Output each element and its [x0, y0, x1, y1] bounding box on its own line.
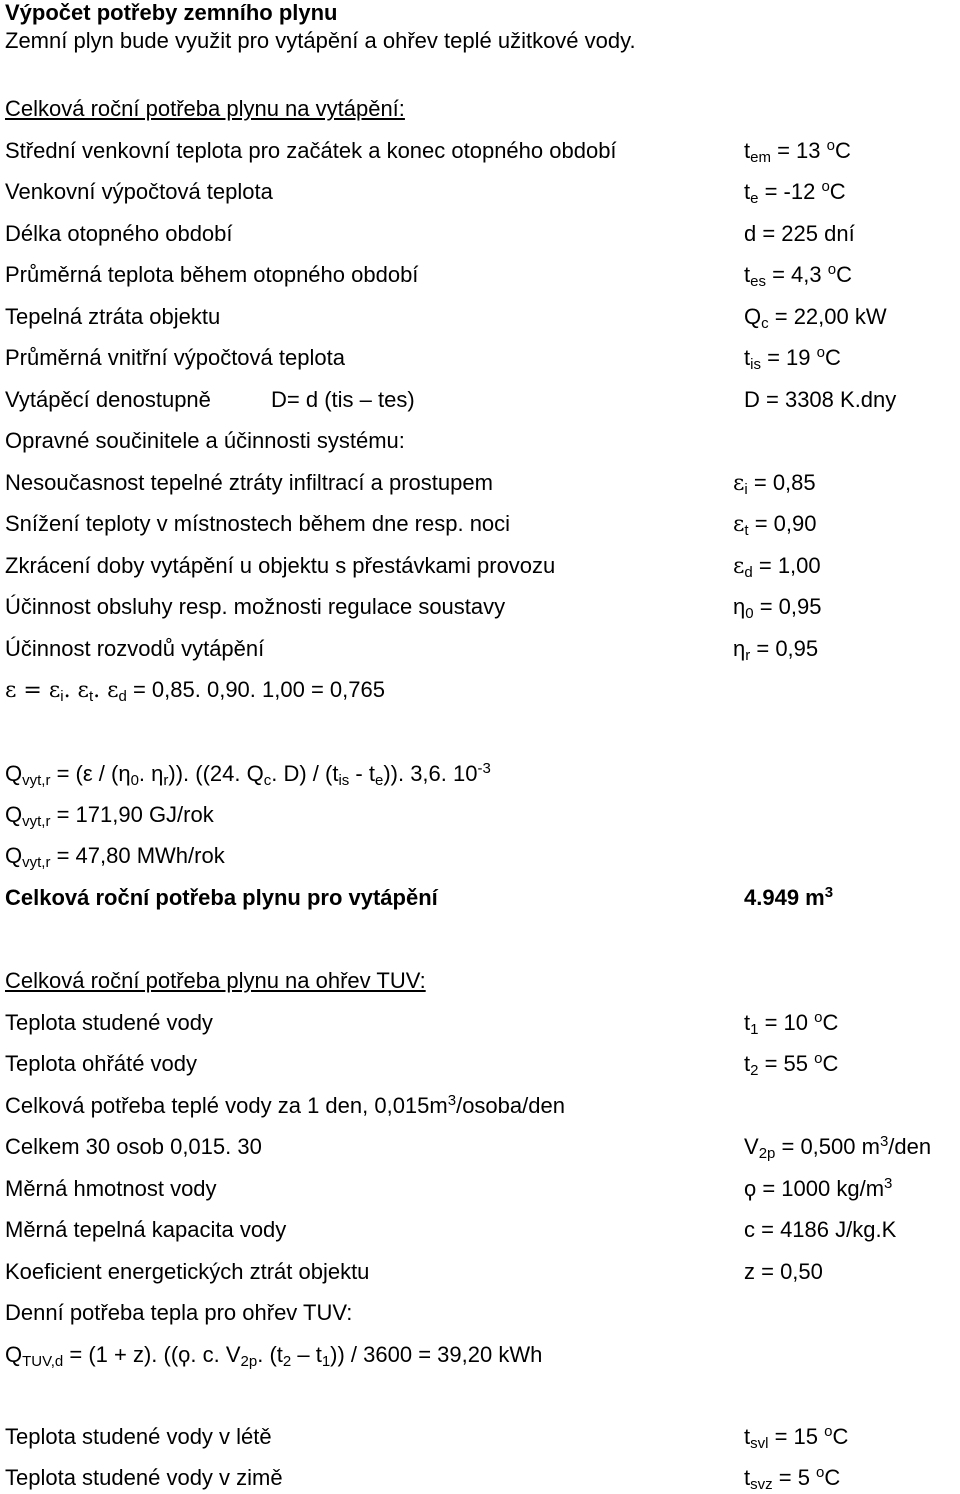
heating-row-label: Délka otopného období — [5, 221, 233, 246]
coef-value: $\varepsilon_i = 0,85$ — [733, 470, 816, 498]
heating-row-label: Venkovní výpočtová teplota — [5, 179, 273, 204]
tuv-winter-label: Teplota studené vody v zimě — [5, 1465, 283, 1490]
tuv-q-formula: $Q_{TUV,d} = (1 + z)$. ((ϙ. c. $V_{2p}$. $(t_2 - t_1)) / 3600 = 39,20$ kWh — [5, 1342, 543, 1370]
tuv-summer-value: $t_{svl} = 15$ $^o$C — [744, 1423, 849, 1452]
degree-days-value: D = 3308 K.dny — [744, 387, 897, 412]
heating-total-label: Celková roční potřeba plynu pro vytápění — [5, 885, 438, 910]
tuv-daily-heading: Denní potřeba tepla pro ohřev TUV: — [5, 1300, 353, 1325]
tuv-need: Celková potřeba teplé vody za 1 den, $0,015m^3/osoba$/den — [5, 1092, 565, 1118]
tuv-loss-label: Koeficient energetických ztrát objektu — [5, 1259, 370, 1284]
coef-label: Účinnost obsluhy resp. možnosti regulace soustavy — [5, 594, 506, 619]
eps-total: $\varepsilon = \varepsilon_i$. $\varepsilon_t$. $\varepsilon_d = 0,85$. 0,90. 1,00 = 0,765 — [5, 677, 385, 705]
tuv-capacity-label: Měrná tepelná kapacita vody — [5, 1217, 287, 1242]
heating-row-label: Průměrná vnitřní výpočtová teplota — [5, 345, 345, 370]
heating-total-value: 4.949 $m^3$ — [744, 884, 834, 910]
heating-row-value: $t_e = -12$ $^o$C — [744, 178, 846, 207]
tuv-density-value: ϙ = 1000 $kg/m^3$ — [744, 1175, 893, 1201]
tuv-cold-value: $t_1 = 10$ $^o$C — [744, 1009, 839, 1038]
tuv-summer-label: Teplota studené vody v létě — [5, 1424, 272, 1449]
tuv-capacity-value: c = 4186 J/kg.K — [744, 1217, 897, 1242]
heating-row-value: $t_{is} = 19$ $^o$C — [744, 344, 841, 373]
coef-value: $\eta_r = 0,95$ — [733, 636, 819, 664]
doc-intro: Zemní plyn bude využit pro vytápění a ohřev teplé užitkové vody. — [5, 28, 636, 53]
tuv-cold-label: Teplota studené vody — [5, 1010, 213, 1035]
heating-q-mwh: $Q_{vyt,r} = 47,80$ MWh/rok — [5, 843, 225, 871]
coef-label: Zkrácení doby vytápění u objektu s přestávkami provozu — [5, 553, 556, 578]
doc-title: Výpočet potřeby zemního plynu — [5, 0, 338, 25]
tuv-winter-value: $t_{svz} = 5$ $^o$C — [744, 1464, 841, 1493]
heating-heading: Celková roční potřeba plynu na vytápění: — [5, 96, 405, 121]
coef-label: Nesoučasnost tepelné ztráty infiltrací a prostupem — [5, 470, 493, 495]
tuv-total-value: $V_{2p} = 0,500$ $m^3$/den — [744, 1133, 932, 1162]
coef-value: $\varepsilon_d = 1,00$ — [733, 553, 821, 581]
heating-row-label: Průměrná teplota během otopného období — [5, 262, 419, 287]
tuv-warm-value: $t_2 = 55$ $^o$C — [744, 1050, 839, 1079]
tuv-total-label: Celkem 30 osob 0,015. 30 — [5, 1134, 262, 1159]
heating-row-value: d = 225 dní — [744, 221, 855, 246]
coef-label: Účinnost rozvodů vytápění — [5, 636, 265, 661]
heating-row-value: $Q_c = 22,00$ kW — [744, 304, 887, 332]
coef-value: $\eta_0 = 0,95$ — [733, 594, 822, 622]
coef-value: $\varepsilon_t = 0,90$ — [733, 511, 817, 539]
heating-row-value: $t_{es} = 4,3$ $^o$C — [744, 261, 852, 290]
coef-heading: Opravné součinitele a účinnosti systému: — [5, 428, 405, 453]
degree-days-label: Vytápěcí denostupně — [5, 387, 211, 412]
heating-row-value: $t_{em} = 13$ $^o$C — [744, 137, 851, 166]
tuv-warm-label: Teplota ohřáté vody — [5, 1051, 198, 1076]
coef-label: Snížení teploty v místnostech během dne resp. noci — [5, 511, 511, 536]
heating-q-formula: $Q_{vyt,r} = (\varepsilon / (\eta_0$. $\eta_r$)). ((24. $Q_c$. $D) / (t_{is} - t_e)$). 3,6. $10^{-3}$ — [5, 760, 491, 789]
heating-row-label: Střední venkovní teplota pro začátek a konec otopného období — [5, 138, 617, 163]
heating-row-label: Tepelná ztráta objektu — [5, 304, 221, 329]
tuv-heading: Celková roční potřeba plynu na ohřev TUV: — [5, 968, 426, 993]
heating-q-gj: $Q_{vyt,r} = 171,90$ GJ/rok — [5, 802, 214, 830]
tuv-density-label: Měrná hmotnost vody — [5, 1176, 217, 1201]
degree-days-formula: D= d (tis – tes) — [271, 387, 415, 412]
tuv-loss-value: z = 0,50 — [744, 1259, 823, 1284]
